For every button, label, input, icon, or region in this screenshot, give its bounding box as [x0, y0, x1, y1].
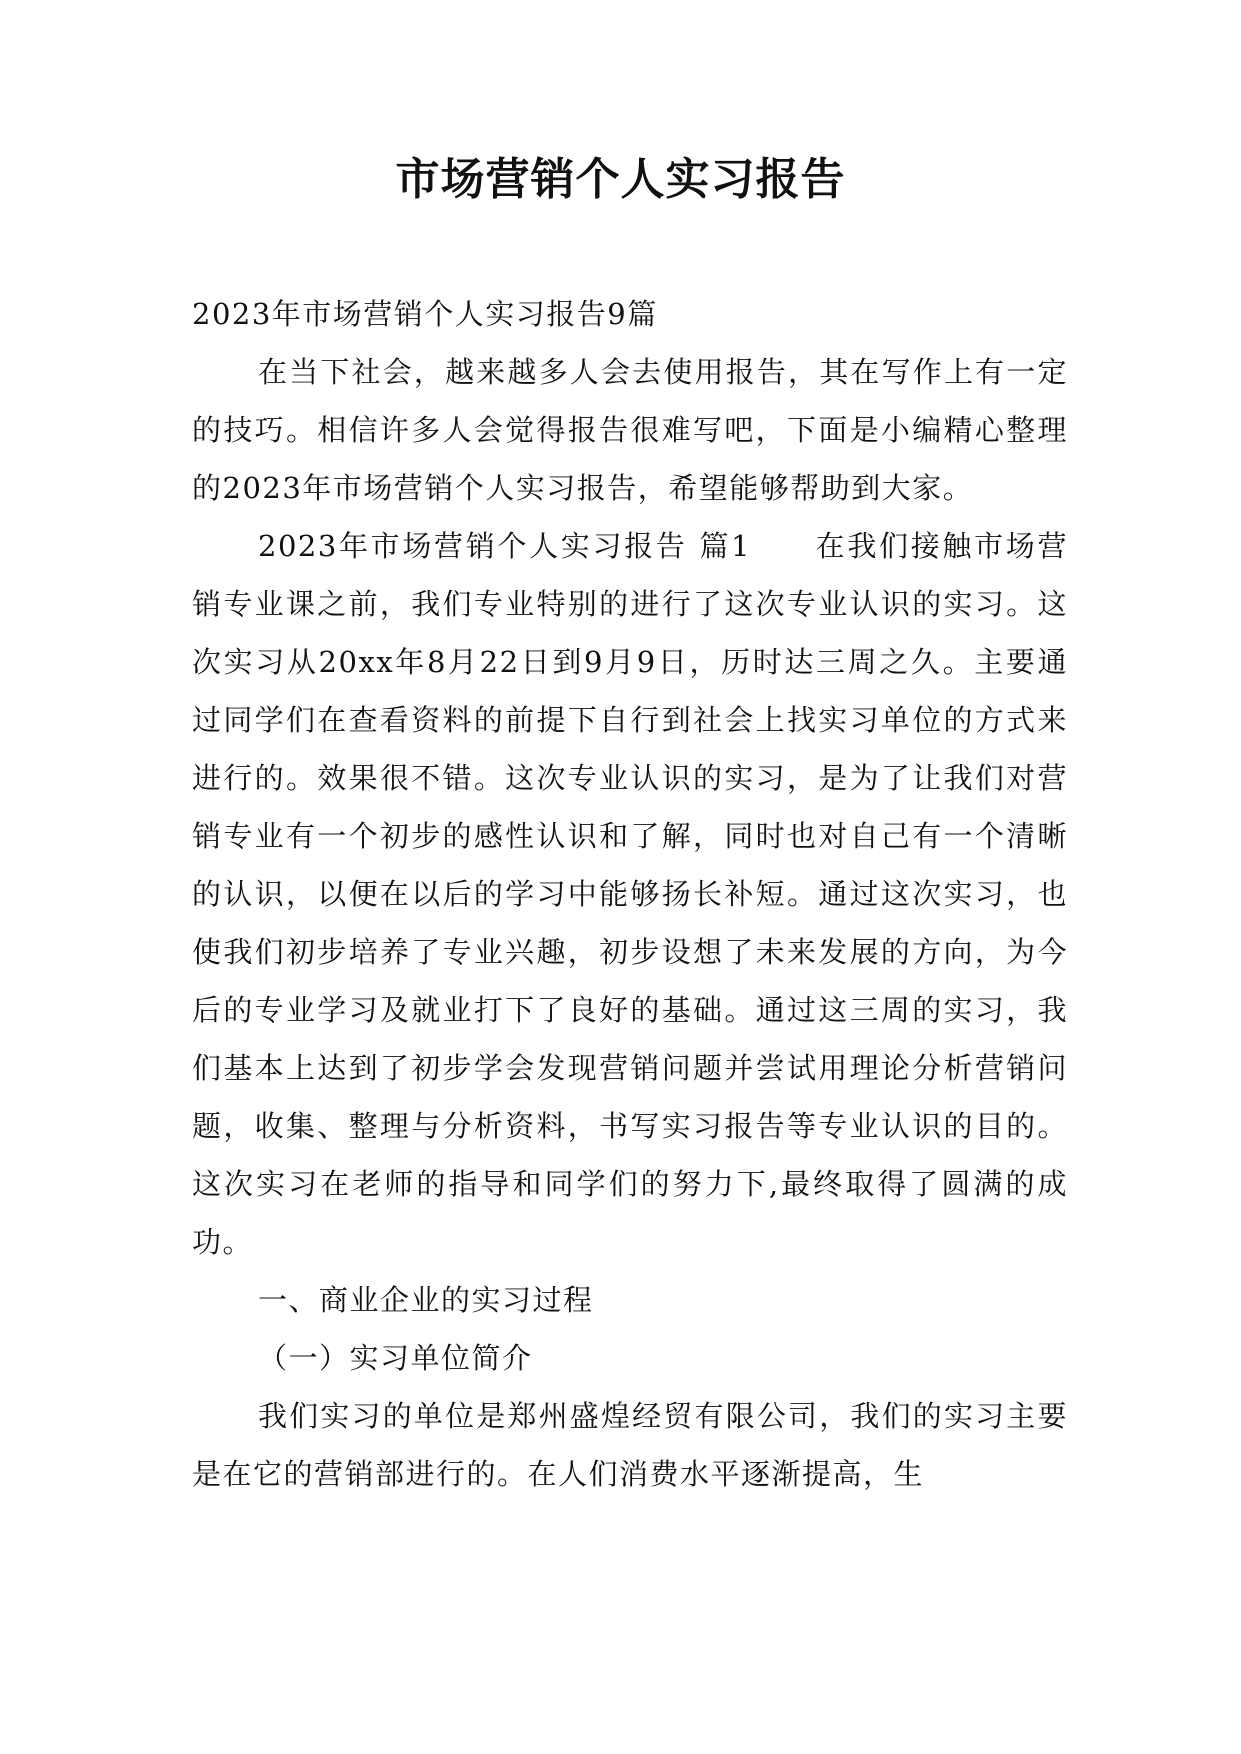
- heading-commercial-internship-process: 一、商业企业的实习过程: [258, 1283, 594, 1317]
- document-subtitle: 2023年市场营销个人实习报告9篇: [192, 297, 658, 331]
- document-body: [192, 285, 1068, 1503]
- subheading-unit-intro: （一）实习单位简介: [258, 1341, 533, 1375]
- intro-paragraph: 在当下社会，越来越多人会去使用报告，其在写作上有一定的技巧。相信许多人会觉得报告很难写吧，下面是小编精心整理的2023年市场营销个人实习报告，希望能够帮助到大家。: [192, 355, 1068, 505]
- document-title: 市场营销个人实习报告: [395, 154, 846, 205]
- unit-intro-paragraph: 我们实习的单位是郑州盛煌经贸有限公司，我们的实习主要是在它的营销部进行的。在人们消费水平逐渐提高，生: [192, 1399, 1068, 1491]
- section-1-paragraph: 2023年市场营销个人实习报告 篇1 在我们接触市场营销专业课之前，我们专业特别的进行了这次专业认识的实习。这次实习从20xx年8月22日到9月9日，历时达三周之久。主要通过同学们在查看资料的前提下自行到社会上找实习单位的方式来进行的。效果很不错。这次专业认识的实习，是为了让我们对营销专业有一个初步的感性认识和了解，同时也对自己有一个清晰的认识，以便在以后的学习中能够扬长补短。通过这次实习，也使我们初步培养了专业兴趣，初步设想了未来发展的方向，为今后的专业学习及就业打下了良好的基础。通过这三周的实习，我们基本上达到了初步学会发现营销问题并尝试用理论分析营销问题，收集、整理与分析资料，书写实习报告等专业认识的目的。这次实习在老师的指导和同学们的努力下,最终取得了圆满的成功。: [192, 529, 1068, 1259]
